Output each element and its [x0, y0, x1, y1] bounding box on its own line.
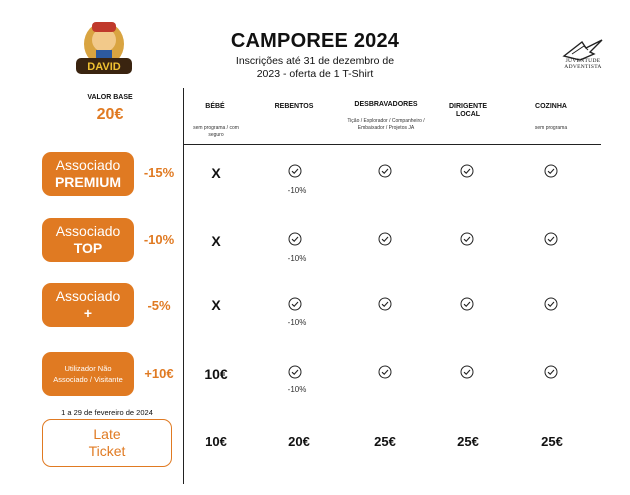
check-circle-icon [288, 164, 302, 178]
rebentos-discount-premium: -10% [287, 186, 307, 195]
check-circle-icon [378, 164, 392, 178]
check-circle-icon [288, 232, 302, 246]
svg-text:DAVID: DAVID [87, 61, 121, 73]
juventude-adventista-text: JUVENTUDE ADVENTISTA [564, 58, 602, 70]
valor-base-label: VALOR BASE [87, 94, 133, 101]
bebe-cell-nao-associado: 10€ [204, 366, 228, 382]
check-circle-icon [378, 232, 392, 246]
column-sub-cozinha: sem programa [534, 125, 568, 131]
row-label-plus: Associado + [42, 283, 134, 327]
row-label-top: Associado TOP [42, 218, 134, 262]
check-circle-icon [460, 297, 474, 311]
check-circle-icon [544, 164, 558, 178]
late-price-bebe: 10€ [205, 434, 227, 449]
late-ticket-date: 1 a 29 de fevereiro de 2024 [61, 408, 153, 417]
valor-base-value: 20€ [96, 106, 124, 123]
check-circle-icon [544, 365, 558, 379]
late-ticket-label: Late Ticket [42, 419, 172, 467]
check-circle-icon [460, 164, 474, 178]
check-circle-icon [544, 232, 558, 246]
column-header-desbravadores: DESBRAVADORES [354, 101, 418, 108]
bebe-cell-premium: X [211, 165, 221, 181]
row-pct-top: -10% [143, 232, 175, 247]
check-circle-icon [544, 297, 558, 311]
late-price-rebentos: 20€ [288, 434, 310, 449]
column-header-dirigente-local: DIRIGENTE LOCAL [448, 103, 488, 118]
column-sub-bebe: sem programa / com seguro [193, 125, 239, 138]
column-header-bebe: BÉBÉ [205, 103, 225, 110]
page-title: CAMPOREE 2024 [230, 30, 400, 52]
check-circle-icon [460, 365, 474, 379]
late-price-cozinha: 25€ [541, 434, 563, 449]
rebentos-discount-top: -10% [287, 254, 307, 263]
row-label-premium: Associado PREMIUM [42, 152, 134, 196]
column-header-rebentos: REBENTOS [274, 103, 314, 110]
check-circle-icon [378, 297, 392, 311]
bebe-cell-top: X [211, 233, 221, 249]
rebentos-discount-nao-associado: -10% [287, 385, 307, 394]
row-pct-premium: -15% [143, 165, 175, 180]
check-circle-icon [378, 365, 392, 379]
vertical-divider [183, 88, 184, 484]
subtitle: Inscrições até 31 de dezembro de 2023 - oferta de 1 T-Shirt [235, 55, 395, 80]
row-pct-nao-associado: +10€ [144, 366, 174, 381]
check-circle-icon [460, 232, 474, 246]
row-label-nao-associado: Utilizador Não Associado / Visitante [42, 352, 134, 396]
camporee-david-logo-icon [72, 14, 136, 78]
column-sub-desbravadores: Tição / Explorador / Companheiro / Embaixador / Projetos JA [347, 118, 425, 131]
column-header-cozinha: COZINHA [535, 103, 567, 110]
horizontal-divider [183, 144, 601, 145]
row-pct-plus: -5% [147, 298, 171, 313]
check-circle-icon [288, 365, 302, 379]
late-price-desbravadores: 25€ [374, 434, 396, 449]
bebe-cell-plus: X [211, 297, 221, 313]
check-circle-icon [288, 297, 302, 311]
rebentos-discount-plus: -10% [287, 318, 307, 327]
late-price-dirigente-local: 25€ [457, 434, 479, 449]
